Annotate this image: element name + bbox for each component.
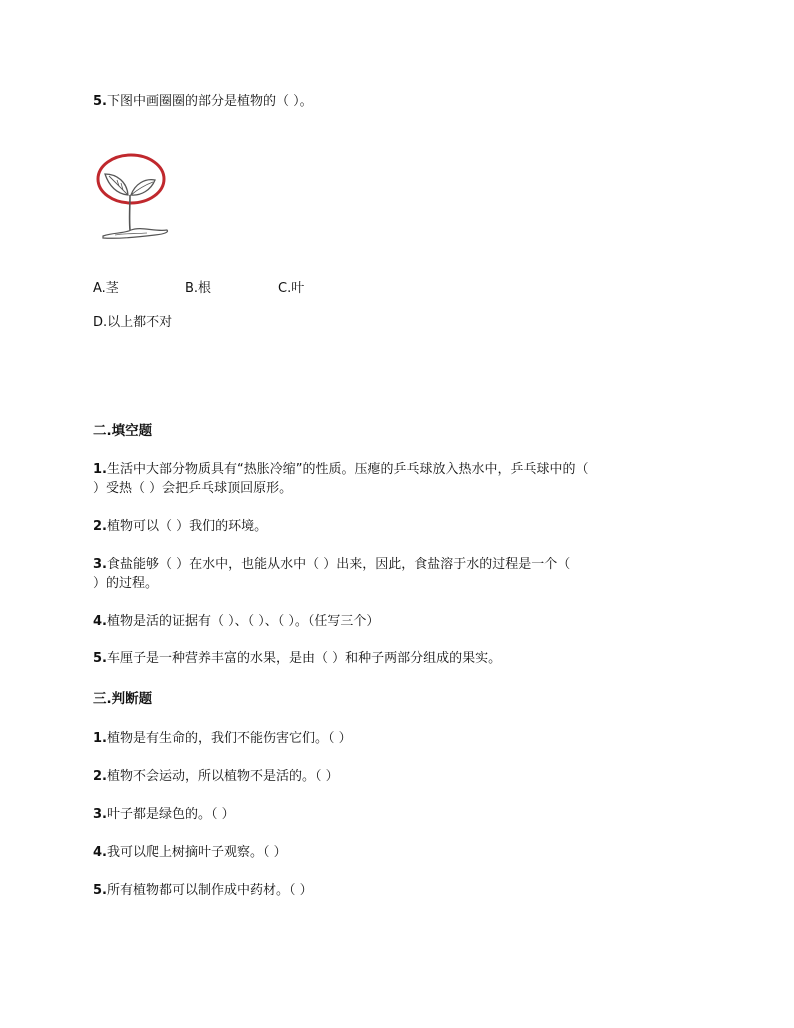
question-number: 1. [93,462,107,477]
fill-question-3 [93,556,570,574]
question-text: 叶子都是绿色的。（ ） [106,807,235,822]
fill-question-1 [93,461,588,479]
question-number: 5. [93,651,107,666]
seedling-figure [95,146,175,246]
fill-question-1-cont: ）受热（ ）会把乒乓球顶回原形。 [93,481,293,496]
tf-question-5 [93,882,313,900]
question-text: 食盐能够（ ）在水中，也能从水中（ ）出来，因此，食盐溶于水的过程是一个（ [106,557,571,572]
option-d: D.以上都不对 [93,315,173,330]
question-5-mc [93,93,313,111]
fill-question-4 [93,613,379,631]
question-number: 2. [93,519,107,534]
option-c: C.叶 [278,281,305,296]
tf-question-2 [93,768,339,786]
question-text: 所有植物都可以制作成中药材。（ ） [106,883,313,898]
question-number: 5. [93,94,107,109]
tf-question-4 [93,844,287,862]
question-text: 生活中大部分物质具有“热胀冷缩”的性质。压瘪的乒乓球放入热水中，乒乓球中的（ [106,462,589,477]
question-number: 2. [93,769,107,784]
question-number: 4. [93,614,107,629]
tf-question-3 [93,806,235,824]
section-heading-fill-in: 二.填空题 [93,423,153,439]
option-b: B.根 [185,281,212,296]
question-number: 3. [93,807,107,822]
seedling-with-red-circle-icon [95,146,175,246]
question-number: 4. [93,845,107,860]
question-text: 下图中画圈圈的部分是植物的（ ）。 [106,94,313,109]
option-a: A.茎 [93,281,119,296]
question-number: 5. [93,883,107,898]
fill-question-2 [93,518,267,536]
question-text: 植物不会运动，所以植物不是活的。（ ） [106,769,339,784]
question-text: 植物是活的证据有（ ）、（ ）、（ ）。（任写三个） [106,614,380,629]
tf-question-1 [93,730,352,748]
question-number: 3. [93,557,107,572]
section-heading-true-false: 三.判断题 [93,691,153,707]
question-text: 车厘子是一种营养丰富的水果，是由（ ）和种子两部分组成的果实。 [106,651,502,666]
fill-question-5 [93,650,501,668]
question-text: 植物是有生命的，我们不能伤害它们。（ ） [106,731,352,746]
question-text: 植物可以（ ）我们的环境。 [106,519,268,534]
question-text: 我可以爬上树摘叶子观察。（ ） [106,845,287,860]
question-number: 1. [93,731,107,746]
fill-question-3-cont: ）的过程。 [93,576,159,591]
